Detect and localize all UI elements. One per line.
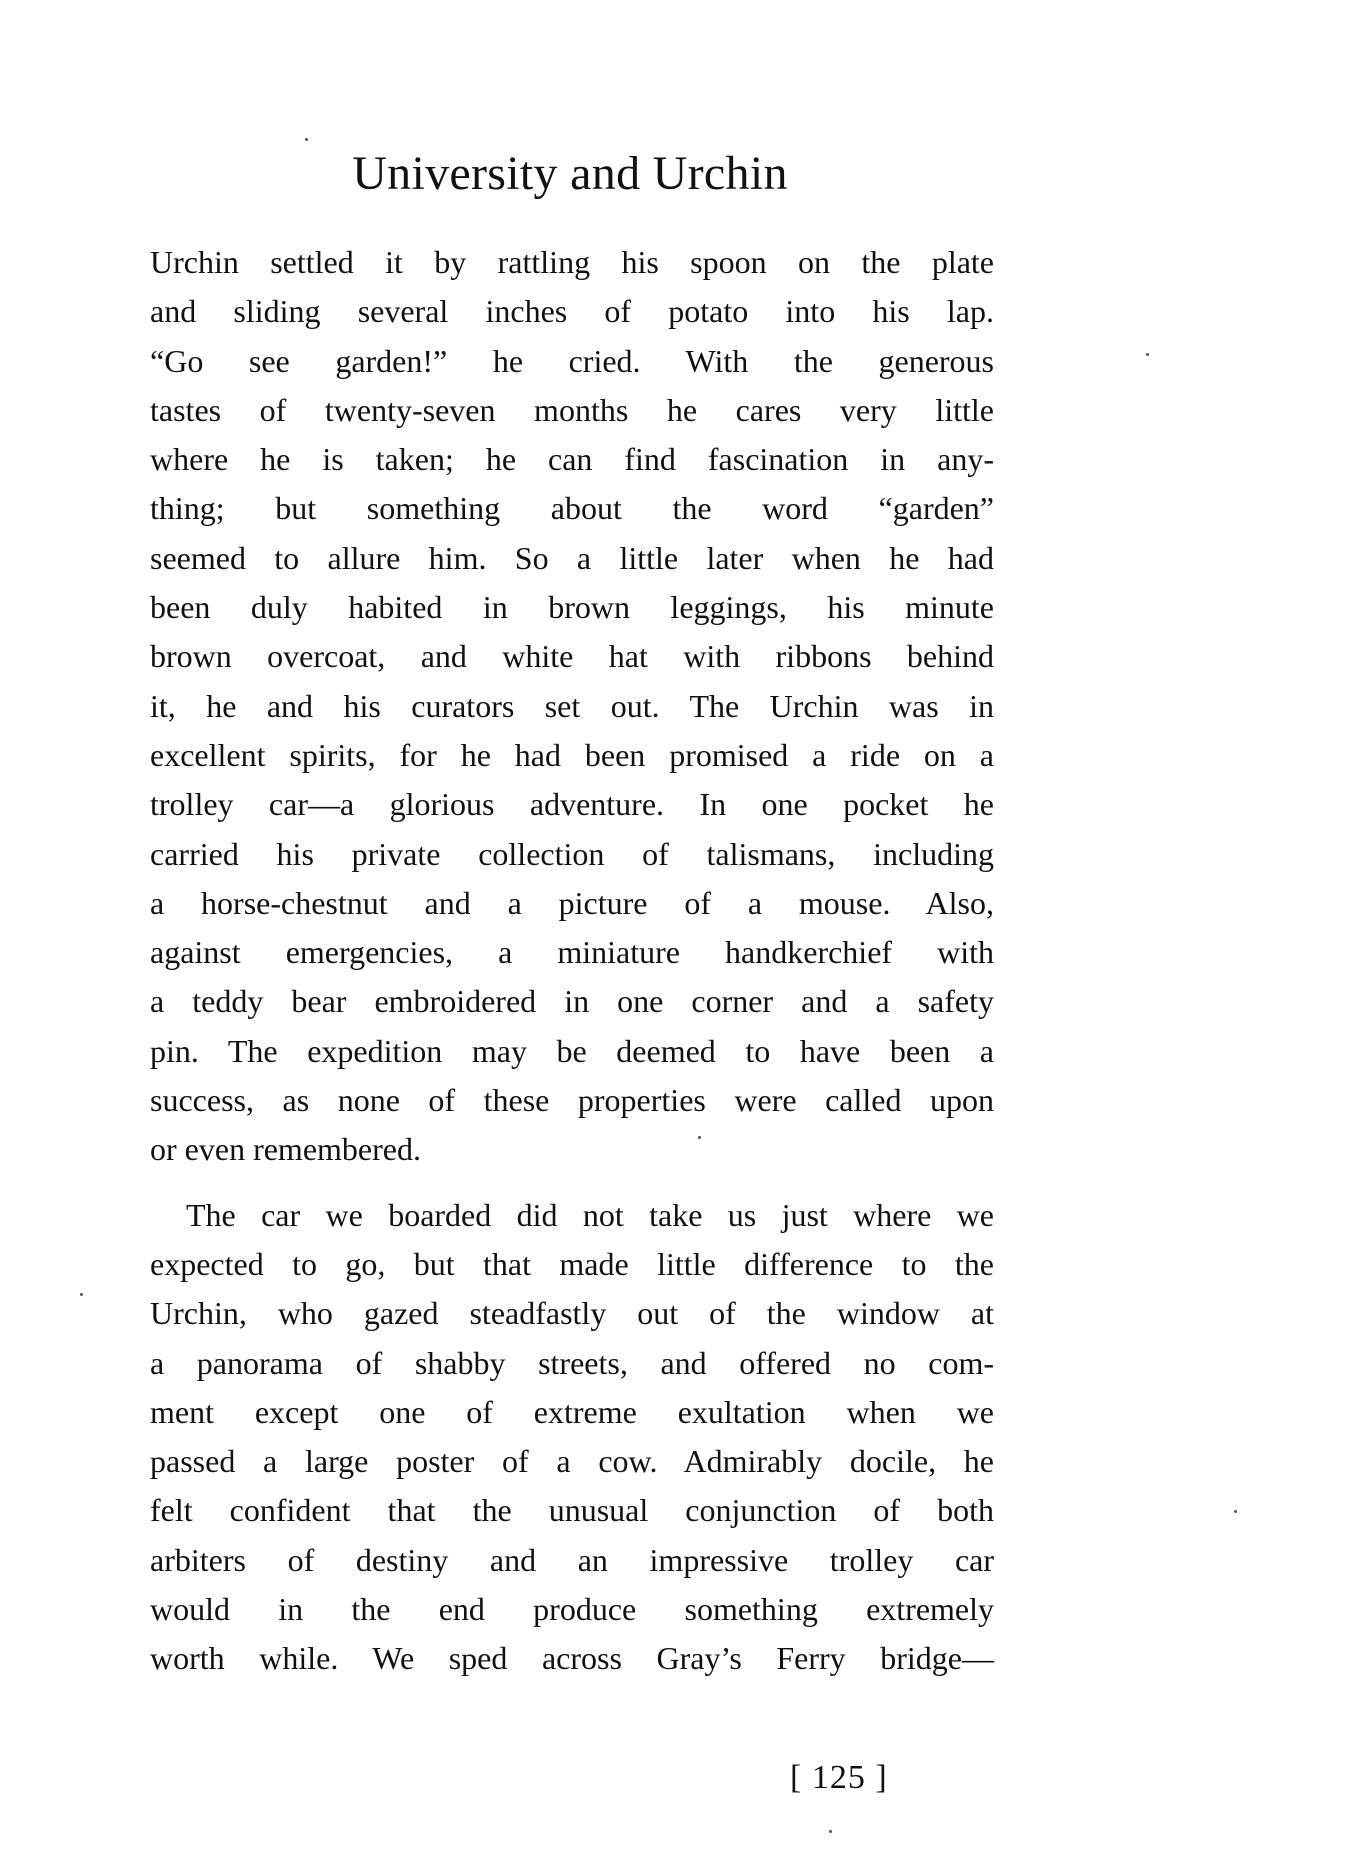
text-line: been duly habited in brown leggings, his minute <box>150 589 994 626</box>
text-line: The car we boarded did not take us just where we <box>186 1196 994 1233</box>
text-line: it, he and his curators set out. The Urchin was in <box>150 687 994 724</box>
paragraph-gap <box>150 1175 994 1191</box>
scan-speck <box>305 138 308 141</box>
text-line: success, as none of these properties were called upon <box>150 1082 994 1119</box>
text-line: “Go see garden!” he cried. With the generous <box>150 342 994 379</box>
scan-speck <box>1146 353 1149 356</box>
scan-speck <box>829 1830 832 1833</box>
scan-speck <box>698 1136 701 1139</box>
paragraph-2 <box>150 1191 994 1684</box>
text-line: worth while. We sped across Gray’s Ferry bridge— <box>150 1640 994 1677</box>
scan-speck <box>80 1293 83 1296</box>
body-text <box>150 238 994 1684</box>
text-line: where he is taken; he can find fascination in any- <box>150 441 994 478</box>
text-line: expected to go, but that made little difference to the <box>150 1245 994 1282</box>
text-line: trolley car—a glorious adventure. In one pocket he <box>150 786 994 823</box>
text-line: against emergencies, a miniature handkerchief with <box>150 934 994 971</box>
text-line: ment except one of extreme exultation when we <box>150 1393 994 1430</box>
text-line: brown overcoat, and white hat with ribbons behind <box>150 638 994 675</box>
text-line: a teddy bear embroidered in one corner and a safety <box>150 983 994 1020</box>
running-title: University and Urchin <box>352 147 788 200</box>
text-line: or even remembered. <box>150 1131 421 1168</box>
text-line: seemed to allure him. So a little later when he had <box>150 539 994 576</box>
text-line: and sliding several inches of potato into his lap. <box>150 293 994 330</box>
text-line: passed a large poster of a cow. Admirably docile, he <box>150 1443 994 1480</box>
scan-speck <box>1234 1510 1237 1513</box>
text-line: Urchin, who gazed steadfastly out of the window at <box>150 1295 994 1332</box>
text-line: carried his private collection of talismans, including <box>150 835 994 872</box>
text-line: felt confident that the unusual conjunction of both <box>150 1492 994 1529</box>
text-line: thing; but something about the word “garden” <box>150 490 994 527</box>
text-line: Urchin settled it by rattling his spoon on the plate <box>150 244 994 280</box>
text-line: tastes of twenty-seven months he cares very little <box>150 391 994 428</box>
page-number: [ 125 ] <box>790 1759 888 1796</box>
text-line: a horse-chestnut and a picture of a mouse. Also, <box>150 884 994 921</box>
text-line: arbiters of destiny and an impressive trolley car <box>150 1541 994 1578</box>
text-line: pin. The expedition may be deemed to have been a <box>150 1032 994 1069</box>
text-line: would in the end produce something extremely <box>150 1591 994 1628</box>
paragraph-1 <box>150 238 994 1175</box>
text-line: a panorama of shabby streets, and offered no com- <box>150 1344 994 1381</box>
text-line: excellent spirits, for he had been promised a ride on a <box>150 736 994 773</box>
